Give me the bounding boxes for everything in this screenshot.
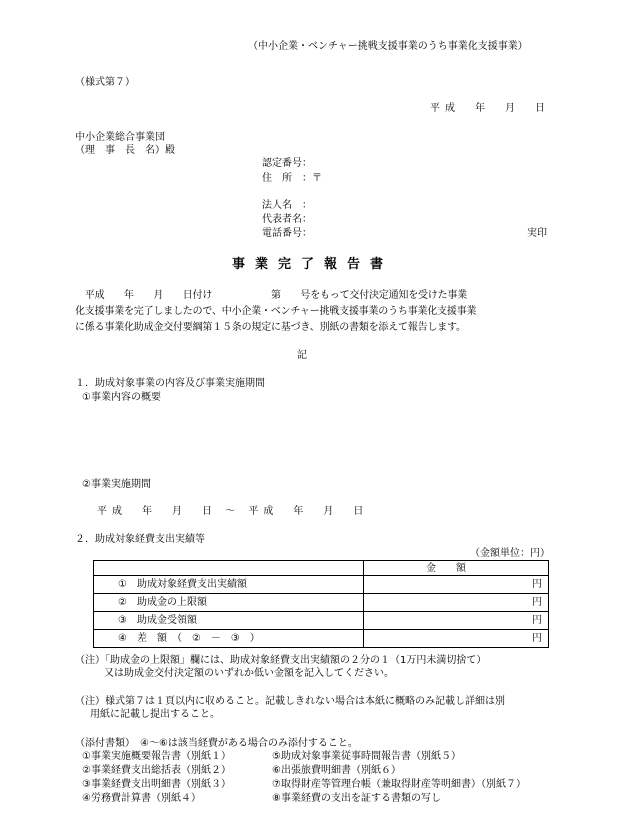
document-title: 事業完了報告書	[232, 257, 394, 272]
note-1-line-2: 又は助成金交付決定額のいずれか低い金額を記入してください。	[104, 668, 394, 679]
main-paragraph	[75, 288, 555, 336]
addressee-title: （理 事 長 名）殿	[75, 145, 175, 156]
row-label: ② 助成金の上限額	[94, 594, 364, 612]
paragraph-line-3: に係る事業化助成金交付要綱第１５条の規定に基づき、別紙の書類を添えて報告します。	[75, 322, 466, 333]
section-1-item-1: ①事業内容の概要	[82, 392, 161, 403]
expense-table	[93, 560, 549, 648]
period-line: 平成 年 月 日 ～ 平成 年 月 日	[97, 506, 369, 517]
amount-header: 金額	[364, 561, 549, 576]
table-row	[94, 612, 549, 630]
note-1-line-1: （注）「助成金の上限額」欄には、助成対象経費支出実績額の２分の１（1万円未満切捨て）	[75, 655, 487, 666]
seal-mark: 実印	[527, 228, 547, 239]
header-blank-cell	[94, 561, 364, 576]
note-2-line-2: 用紙に記載し提出すること。	[90, 709, 220, 720]
program-name: （中小企業・ベンチャー挑戦支援事業のうち事業化支援事業）	[248, 41, 528, 52]
section-1-item-2: ②事業実施期間	[82, 479, 151, 490]
section-2-heading: ２．助成対象経費支出実績等	[75, 534, 205, 545]
date-line: 平成 年 月 日	[430, 103, 550, 114]
table-row	[94, 630, 549, 648]
table-row	[94, 576, 549, 594]
row-label: ③ 助成金受領額	[94, 612, 364, 630]
table-row	[94, 594, 549, 612]
note-2-line-1: （注）様式第７は１頁以内に収めること。記載しきれない場合は本紙に概略のみ記載し詳細は別	[75, 696, 505, 707]
row-label: ① 助成対象経費支出実績額	[94, 576, 364, 594]
form-number: （様式第７）	[75, 77, 135, 88]
row-amount: 円	[364, 630, 549, 648]
attachment-item: ⑧事業経費の支出を証する書類の写し	[272, 793, 441, 804]
row-amount: 円	[364, 612, 549, 630]
paragraph-line-1: 平成 年 月 日付け 第 号をもって交付決定通知を受けた事業	[75, 290, 467, 301]
attachment-item: ①事業実施概要報告書（別紙１）	[82, 751, 231, 762]
attachment-item: ⑦取得財産等管理台帳（兼取得財産等明細書）（別紙７）	[272, 779, 526, 790]
unit-note: （金額単位：円）	[470, 548, 550, 559]
attachment-item: ②事業経費支出総括表（別紙２）	[82, 765, 231, 776]
attachment-item: ④労務費計算書（別紙４）	[82, 793, 201, 804]
corp-name-label: 法人名 ：	[262, 200, 312, 211]
paragraph-line-2: 化支援事業を完了しましたので、中小企業・ベンチャー挑戦支援事業のうち事業化支援事業	[75, 306, 477, 317]
phone-label: 電話番号：	[262, 228, 312, 239]
table-header-row	[94, 561, 549, 576]
row-amount: 円	[364, 576, 549, 594]
attachment-item: ⑥出張旅費明細書（別紙６）	[272, 765, 401, 776]
attachment-item: ③事業経費支出明細書（別紙３）	[82, 779, 231, 790]
addressee-org: 中小企業総合事業団	[75, 132, 165, 143]
attachments-heading: （添付書類） ④～⑥は該当経費がある場合のみ添付すること。	[75, 738, 358, 749]
address-label: 住 所 ：〒	[262, 173, 322, 184]
section-1-heading: １．助成対象事業の内容及び事業実施期間	[75, 378, 265, 389]
row-label: ④ 差 額 （ ② － ③ ）	[94, 630, 364, 648]
row-amount: 円	[364, 594, 549, 612]
attachment-item: ⑤助成対象事業従事時間報告書（別紙５）	[272, 751, 461, 762]
cert-number-label: 認定番号：	[262, 158, 312, 169]
ki-mark: 記	[297, 350, 307, 361]
representative-label: 代表者名：	[262, 214, 312, 225]
